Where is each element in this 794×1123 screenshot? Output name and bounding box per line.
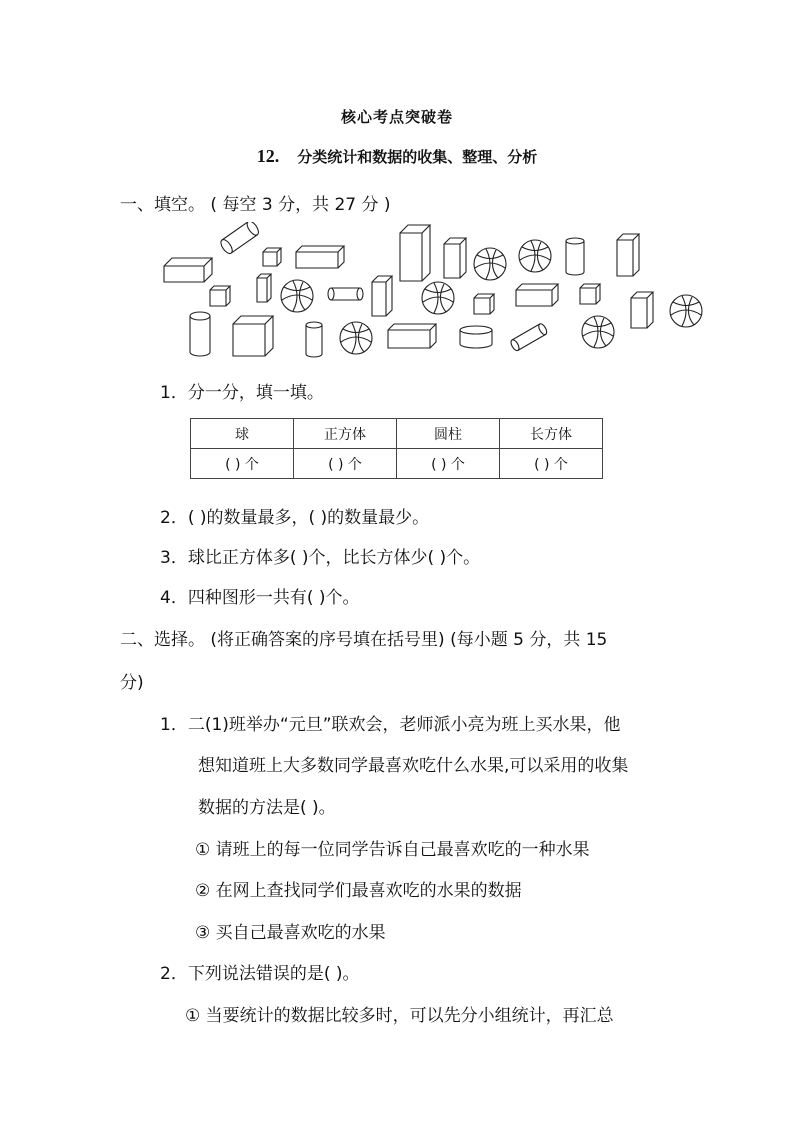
table-answer-cell: ( ) 个 xyxy=(397,449,500,479)
table-answer-cell: ( ) 个 xyxy=(294,449,397,479)
cube-shape xyxy=(233,316,273,356)
chapter-number: 12. xyxy=(256,146,280,166)
option-item: ① 当要统计的数据比较多时，可以先分小组统计，再汇总 xyxy=(185,1006,614,1026)
cylinder-shape xyxy=(190,312,210,356)
cuboid-shape xyxy=(296,246,344,268)
section2-heading-cont: 分) xyxy=(120,673,144,693)
ball-shape xyxy=(422,282,454,314)
cube-shape xyxy=(580,284,600,304)
section2-question-1-cont: 想知道班上大多数同学最喜欢吃什么水果,可以采用的收集 xyxy=(198,756,629,776)
table-header-cell: 圆柱 xyxy=(397,419,500,449)
cuboid-shape xyxy=(164,258,212,282)
cylinder-shape xyxy=(219,222,261,255)
section1-question-4: 4．四种图形一共有( )个。 xyxy=(160,588,360,608)
cube-shape xyxy=(263,248,281,266)
section2-question-1: 1．二(1)班举办“元旦”联欢会，老师派小亮为班上买水果，他 xyxy=(160,715,621,735)
cuboid-shape xyxy=(400,225,430,281)
table-answer-cell: ( ) 个 xyxy=(191,449,294,479)
ball-shape xyxy=(474,248,506,280)
cuboid-shape xyxy=(388,324,436,348)
cylinder-shape xyxy=(306,322,322,357)
ball-shape xyxy=(340,322,372,354)
section2-heading: 二、选择。 (将正确答案的序号填在括号里) (每小题 5 分，共 15 xyxy=(120,630,608,650)
count-table xyxy=(190,418,603,479)
cuboid-shape xyxy=(372,276,392,316)
cuboid-shape xyxy=(631,292,653,328)
ball-shape xyxy=(281,280,313,312)
option-item: ① 请班上的每一位同学告诉自己最喜欢吃的一种水果 xyxy=(195,840,590,860)
cuboid-shape xyxy=(516,284,558,306)
cylinder-shape xyxy=(460,326,492,348)
cylinder-shape xyxy=(509,323,548,352)
section2-question-2: 2．下列说法错误的是( )。 xyxy=(160,964,360,984)
section1-question-1: 1．分一分，填一填。 xyxy=(160,383,324,403)
table-header-row xyxy=(191,419,603,449)
ball-shape xyxy=(582,316,614,348)
table-header-cell: 长方体 xyxy=(500,419,603,449)
solid-shapes-figure xyxy=(160,222,710,372)
cuboid-shape xyxy=(257,274,271,302)
table-answer-cell: ( ) 个 xyxy=(500,449,603,479)
ball-shape xyxy=(670,295,702,327)
section1-question-2: 2．( )的数量最多，( )的数量最少。 xyxy=(160,508,430,528)
option-item: ② 在网上查找同学们最喜欢吃的水果的数据 xyxy=(195,881,522,901)
ball-shape xyxy=(519,240,551,272)
series-title: 核心考点突破卷 xyxy=(340,108,453,126)
chapter-title: 分类统计和数据的收集、整理、分析 xyxy=(297,148,538,166)
cylinder-shape xyxy=(566,238,584,275)
table-header-cell: 球 xyxy=(191,419,294,449)
option-item: ③ 买自己最喜欢吃的水果 xyxy=(195,923,386,943)
cube-shape xyxy=(474,294,494,314)
cylinder-shape xyxy=(328,288,363,300)
table-header-cell: 正方体 xyxy=(294,419,397,449)
section2-question-1-cont: 数据的方法是( )。 xyxy=(198,798,336,818)
section1-question-3: 3．球比正方体多( )个，比长方体少( )个。 xyxy=(160,548,481,568)
table-answer-row xyxy=(191,449,603,479)
cuboid-shape xyxy=(617,234,639,276)
cuboid-shape xyxy=(444,238,466,278)
section1-heading: 一、填空。 ( 每空 3 分，共 27 分 ) xyxy=(120,195,391,215)
cube-shape xyxy=(210,286,230,306)
chapter-heading xyxy=(0,146,794,167)
